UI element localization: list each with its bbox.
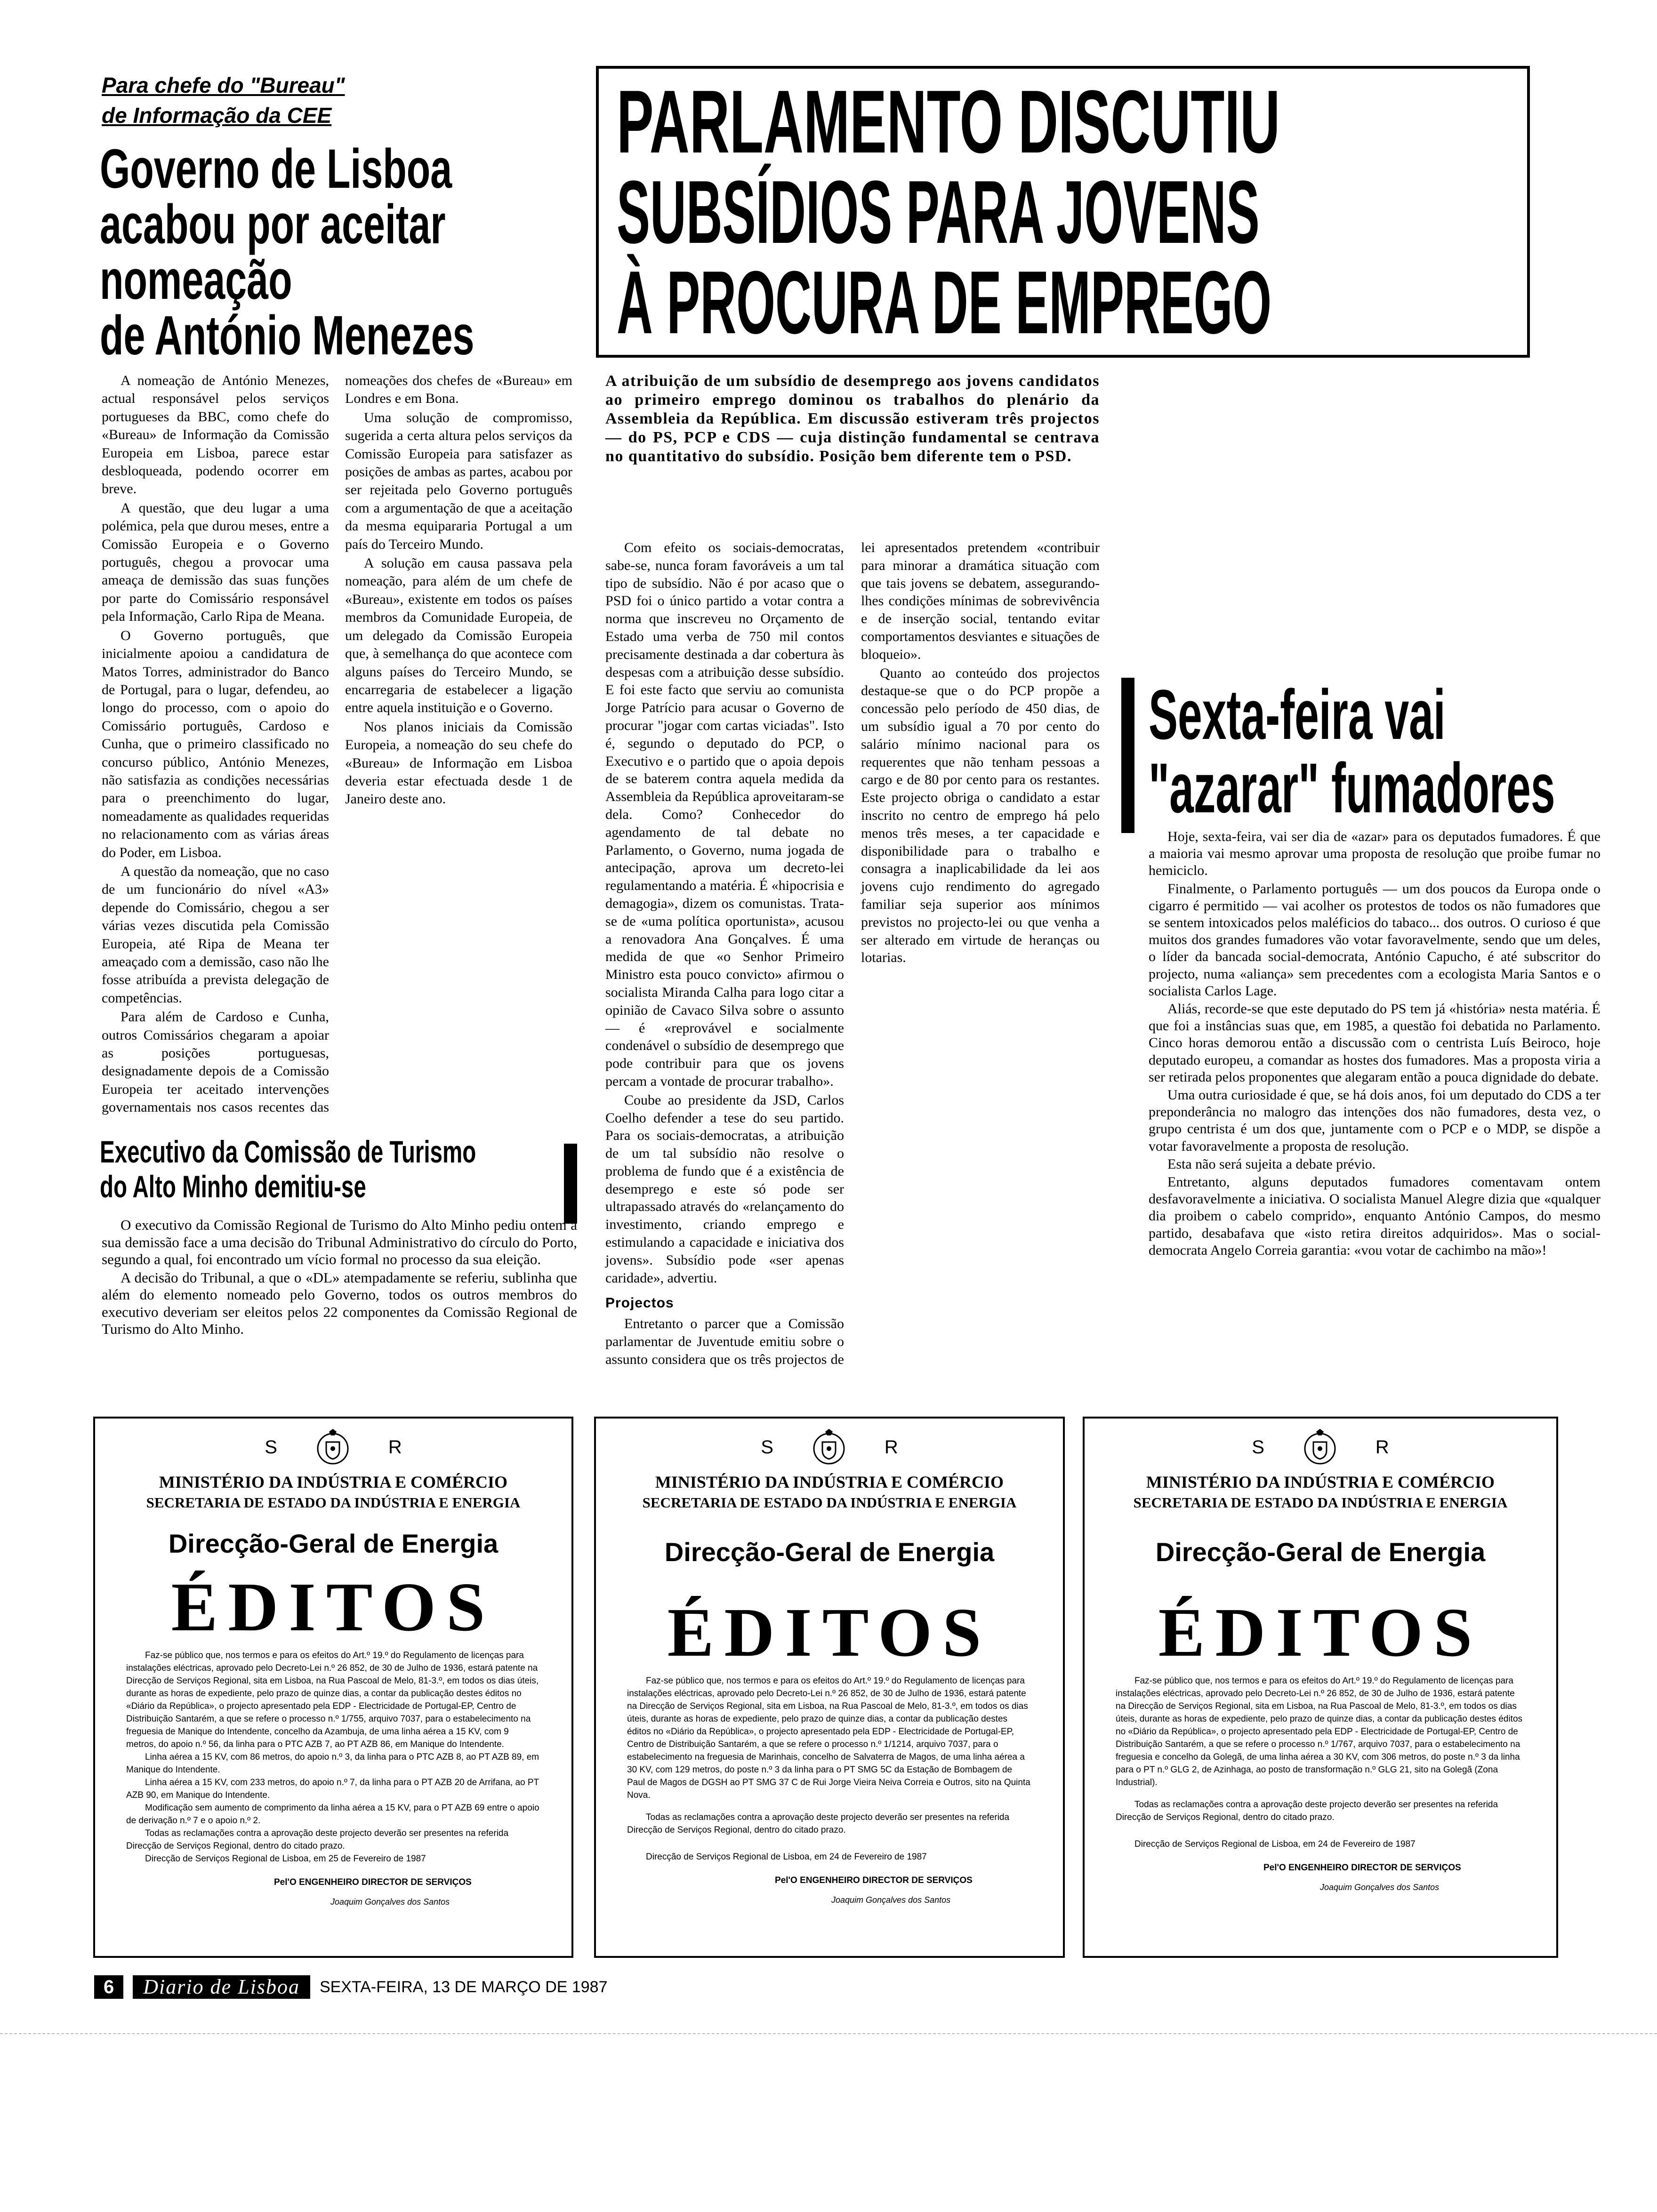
- turismo-side-bar: [564, 1144, 577, 1224]
- fumadores-paragraph: Finalmente, o Parlamento português — um dos poucos da Europa onde o cigarro é permitido — vai acolher os protestos de todos os não fumadores que se sentem intoxicados pelos maléficios do tabaco... dos outros. O curioso é que muitos dos grandes fumadores vão votar favoravelmente, sendo que um deles, o líder da bancada social-democrata, António Capucho, é até subscritor do projecto, numa «aliança» sem precedentes com a ecologista Maria Santos e o socialista Carlos Lage.: [1149, 881, 1601, 999]
- ad-secretaria: SECRETARIA DE ESTADO DA INDÚSTRIA E ENERGIA: [1133, 1494, 1508, 1511]
- ad-line: Direcção de Serviços Regional de Lisboa, em 24 de Fevereiro de 1987: [646, 1852, 927, 1862]
- fumadores-headline-line-2: "azarar" fumadores: [1149, 748, 1555, 827]
- ad-signature: Pel'O ENGENHEIRO DIRECTOR DE SERVIÇOS: [775, 1875, 973, 1885]
- ad-text: [1085, 1675, 1556, 1851]
- ad-line: Modificação sem aumento de comprimento da linha aérea a 15 KV, para o PT AZB 69 entre o apoio de derivação n.º 7 e o apoio n.º 2.: [126, 1803, 539, 1826]
- ad-signatory: Joaquim Gonçalves dos Santos: [1320, 1883, 1440, 1892]
- ad-ministry: MINISTÉRIO DA INDÚSTRIA E COMÉRCIO: [1146, 1473, 1495, 1491]
- ad-line: Todas as reclamações contra a aprovação deste projecto deverão ser presentes na referida Direcção de Serviços Regional, dentro do citado prazo.: [1116, 1800, 1498, 1822]
- coat-of-arms-icon: [310, 1428, 355, 1467]
- main-article-columns: [605, 539, 1100, 1386]
- ad-line: Todas as reclamações contra a aprovação deste projecto deverão ser presentes na referida Direcção de Serviços Regional, dentro do citado prazo.: [126, 1828, 509, 1851]
- turismo-headline-line-1: Executivo da Comissão de Turismo: [100, 1134, 476, 1169]
- ad-signature: Pel'O ENGENHEIRO DIRECTOR DE SERVIÇOS: [1263, 1863, 1461, 1873]
- issue-date: SEXTA-FEIRA, 13 DE MARÇO DE 1987: [319, 1978, 608, 1996]
- fumadores-side-bar: [1121, 678, 1134, 833]
- ad-line: Linha aérea a 15 KV, com 86 metros, do apoio n.º 3, da linha para o PTC AZB 8, ao PT AZB 89, em Manique do Intendente.: [126, 1752, 539, 1775]
- fumadores-paragraph: Aliás, recorde-se que este deputado do PS tem já «história» nesta matéria. É que foi a instâncias suas que, em 1985, a questão foi debatida no Parlamento. Cinco horas demorou então a discussão com o centrista Luís Beiroco, hoje deputado europeu, a comandar as hostes dos fumadores. Mas a proposta viria a ser retirada pelos proponentes que alegaram então a pouca dignidade do debate.: [1149, 1001, 1601, 1085]
- main-lead: A atribuição de um subsídio de desemprego aos jovens candidatos ao primeiro emprego dominou os trabalhos do plenário da Assembleia da República. Em discussão estiveram três projectos — do PS, PCP e CDS — cuja distinção fundamental se centrava no quantitativo do subsídio. Posição bem diferente tem o PSD.: [605, 372, 1100, 465]
- main-headline-line-1: PARLAMENTO DISCUTIU: [617, 72, 1280, 172]
- turismo-headline: [100, 1134, 571, 1204]
- ad-emblem-row: [596, 1428, 1063, 1467]
- ad-signatory: Joaquim Gonçalves dos Santos: [831, 1895, 951, 1905]
- ad-signature: Pel'O ENGENHEIRO DIRECTOR DE SERVIÇOS: [274, 1877, 472, 1887]
- ad-s-letter: S: [1252, 1436, 1264, 1458]
- ad-ministry: MINISTÉRIO DA INDÚSTRIA E COMÉRCIO: [655, 1473, 1004, 1491]
- main-paragraph: Quanto ao conteúdo dos projectos destaque-se que o do PCP propõe a concessão pelo período de 450 dias, de um subsídio igual a 70 por cento do salário mínimo nacional para os requerentes que não tenham pessoas a cargo e de 80 por cento para os restantes. Este projecto obriga o candidato a estar inscrito no centro de emprego há pelo menos três meses, a ter capacidade e disponibilidade para o trabalho e consagra a inaplicabilidade da lei aos jovens cujo rendimento do agregado familiar seja superior aos mínimos previstos no projecto-lei ou que venha a ser alterado em virtude de heranças ou lotarias.: [861, 665, 1100, 966]
- left-paragraph: A questão, que deu lugar a uma polémica, pela que durou meses, entre a Comissão Europeia e o Governo português, chegou a provocar uma ameaça de demissão das suas funções por parte do Comissário responsável pela Informação, Carlo Ripa de Meana.: [102, 500, 329, 625]
- main-headline-box: [596, 66, 1530, 358]
- coat-of-arms-icon: [1297, 1428, 1343, 1467]
- ad-text: [95, 1649, 571, 1865]
- left-paragraph: A solução em causa passava pela nomeação, para além de um chefe de «Bureau», existente em todos os países membros da Comunidade Europeia, de um delegado da Comissão Europeia que, à semelhança do que acontece com alguns países do Terceiro Mundo, se encarregaria de estabelecer a ligação entre aquela instituição e o Governo.: [345, 555, 572, 716]
- left-kicker-1: Para chefe do "Bureau": [102, 73, 345, 97]
- ad-emblem-row: [95, 1428, 571, 1467]
- main-paragraph: Com efeito os sociais-democratas, sabe-se, nunca foram favoráveis a um tal tipo de subsídio. Não é por acaso que o PSD foi o único partido a votar contra a norma que inscreveu no Orçamento de Estado uma verba de 750 mil contos precisamente destinada a dar cobertura às despesas com a atribuição desse subsídio. E foi este facto que serviu ao comunista Jorge Patrício para acusar o Governo de procurar "jogar com cartas viciadas". Isto é, segundo o deputado do PCP, o Executivo e o partido que o apoia depois de se baterem contra aquela medida da Assembleia da República aproveitaram-se dela. Como? Conhecedor do agendamento de tal debate no Parlamento, o Governo, numa jogada de antecipação, aprova um decreto-lei regulamentando a matéria. É «hipocrisia e demagogia», dizem os comunistas. Trata-se de «uma política oportunista», acusou a renovadora Ana Gonçalves. É uma medida de que «o Senhor Primeiro Ministro esta pouco convicto» afirmou o socialista Miranda Calha para logo citar a opinião de Cavaco Silva sobre o assunto — é «reprovável e socialmente condenável o subsídio de desemprego que pode contribuir para que os jovens percam a vontade de procurar trabalho».: [605, 540, 844, 1089]
- main-headline-line-2: SUBSÍDIOS PARA JOVENS: [617, 162, 1260, 262]
- main-paragraph: Coube ao presidente da JSD, Carlos Coelho defender a tese do seu partido. Para os sociais-democratas, a atribuição de um tal subsídio não resolve o problema de fundo que é a existência de desemprego e este só pode ser ultrapassado através do «relançamento do investimento, criando emprego e estimulando a capacidade e iniciativa dos jovens». Subsídio pode «ser apenas caridade», advertiu.: [605, 1092, 844, 1286]
- left-headline-line-3: nomeação: [100, 249, 292, 311]
- left-paragraph: A nomeação de António Menezes, actual responsável pelos serviços portugueses da BBC, como chefe do «Bureau» de Informação da Comissão Europeia em Lisboa, parece estar desbloqueada, podendo ocorrer em breve.: [102, 373, 329, 497]
- ad-line: Linha aérea a 15 KV, com 233 metros, do apoio n.º 7, da linha para o PT AZB 20 de Arrifana, ao PT AZB 90, em Manique do Intendente.: [126, 1778, 539, 1800]
- left-paragraph: O Governo português, que inicialmente apoiou a candidatura de Matos Torres, administrador do Banco de Portugal, para o lugar, defendeu, ao longo do processo, com o apoio do Comissário português, Cardoso e Cunha, que o primeiro classificado no concurso público, António Menezes, não satisfazia as condições necessárias para o preenchimento do lugar, nomeadamente as qualidades requeridas no relacionamento com as várias áreas do Poder, em Lisboa.: [102, 627, 329, 860]
- left-kicker-2: de Informação da CEE: [102, 103, 332, 128]
- edital-ad-1: [93, 1417, 573, 1958]
- ad-r-letter: R: [388, 1436, 402, 1458]
- turismo-paragraph: O executivo da Comissão Regional de Turismo do Alto Minho pediu ontem a sua demissão face a uma decisão do Tribunal Administrativo do círculo do Porto, segundo a qual, foi encontrado um vício formal no processo da sua eleição.: [102, 1217, 577, 1267]
- edital-ad-3: [1083, 1417, 1558, 1958]
- coat-of-arms-icon: [806, 1428, 852, 1467]
- ad-ministry: MINISTÉRIO DA INDÚSTRIA E COMÉRCIO: [159, 1473, 508, 1491]
- ad-direccao: Direcção-Geral de Energia: [664, 1537, 995, 1567]
- left-headline-line-4: de António Menezes: [100, 305, 475, 367]
- ad-s-letter: S: [265, 1436, 277, 1458]
- ad-emblem-row: [1085, 1428, 1556, 1467]
- fumadores-headline: [1149, 675, 1601, 827]
- fumadores-paragraph: Esta não será sujeita a debate prévio.: [1167, 1156, 1376, 1172]
- turismo-headline-line-2: do Alto Minho demitiu-se: [100, 1169, 366, 1204]
- masthead-logo: Diario de Lisboa: [133, 1975, 310, 1999]
- ad-line: Faz-se público que, nos termos e para os efeitos do Art.º 19.º do Regulamento de licenças para instalações eléctricas, aprovado pelo Decreto-Lei n.º 26 852, de 30 de Julho de 1936, estará patente na Direcção de Serviços Regional, sita em Lisboa, na Rua Pascoal de Melo, 81-3.º, em todos os dias úteis, durante as horas de expediente, pelo prazo de quinze dias, a contar da publicação destes éditos no «Diário da República», o projecto apresentado pela EDP - Electricidade de Portugal-EP, Centro de Distribuição Santarém, a que se refere o processo n.º 1/767, arquivo 7037, para o estabelecimento na freguesia e concelho da Golegã, de uma linha aérea a 30 KV, com 306 metros, do poste n.º 3 da linha para o PT n.º GLG 2, de Azinhaga, ao posto de transformação n.º GLG 21, sito na Golegã (Zona Industrial).: [1116, 1676, 1523, 1787]
- ad-direccao: Direcção-Geral de Energia: [1155, 1537, 1486, 1567]
- ad-signatory: Joaquim Gonçalves dos Santos: [330, 1897, 450, 1907]
- main-headline-line-3: À PROCURA DE EMPREGO: [617, 253, 1272, 353]
- ad-editos: ÉDITOS: [171, 1569, 496, 1646]
- left-paragraph: A questão da nomeação, que no caso de um funcionário do nível «A3» depende do Comissário, chegou a ser várias vezes discutida pela Comissão Europeia, até Ripa de Meana ter ameaçado com a demissão, caso não lhe fosse atribuída a prevista delegação de competências.: [102, 863, 329, 1006]
- left-article-body: [102, 372, 572, 1120]
- ad-direccao: Direcção-Geral de Energia: [168, 1529, 499, 1558]
- fumadores-paragraph: Hoje, sexta-feira, vai ser dia de «azar» para os deputados fumadores. É que a maioria vai mesmo aprovar uma proposta de resolução que proibe fumar no hemiciclo.: [1149, 829, 1601, 879]
- ad-line: Direcção de Serviços Regional de Lisboa, em 24 de Fevereiro de 1987: [1134, 1839, 1416, 1849]
- ad-r-letter: R: [1375, 1436, 1389, 1458]
- fumadores-paragraph: Entretanto, alguns deputados fumadores comentavam ontem desfavoravelmente a iniciativa. O socialista Manuel Alegre dizia que «qualquer dia proibem o cabelo comprido», enquanto António Campos, do mesmo partido, desabafava que «isto retira direitos adquiridos». Mas o social-democrata Angelo Correia garantia: «vou votar de cachimbo na mão»!: [1149, 1174, 1601, 1258]
- left-paragraph: Para além de Cardoso e Cunha, outros Comissários chegaram a apoiar as posições portuguesas, designadamente depois de a Comissão Europeia ter aceitado intervenções governamentais nos casos recentes das nomeações dos chefes de «Bureau» em Londres e em Bona.: [102, 373, 572, 1115]
- left-paragraph: Nos planos iniciais da Comissão Europeia, a nomeação do seu chefe do «Bureau» de Informação em Lisboa deveria estar efectuada desde 1 de Janeiro deste ano.: [345, 719, 572, 807]
- footer-rule: [0, 2033, 1657, 2034]
- main-article-body: [1115, 372, 1600, 668]
- ad-line: Faz-se público que, nos termos e para os efeitos do Art.º 19.º do Regulamento de licenças para instalações eléctricas, aprovado pelo Decreto-Lei n.º 26 852, de 30 de Julho de 1936, estará patente na Direcção de Serviços Regional, sita em Lisboa, na Rua Pascoal de Melo, 81-3.º, em todos os dias úteis, durante as horas de expediente, pelo prazo de quinze dias, a contar da publicação destes éditos no «Diário da República», o projecto apresentado pela EDP - Electricidade de Portugal-EP, Centro de Distribuição Santarém, a que se refere o processo n.º 1/755, arquivo 7037, para o estabelecimento na freguesia de Manique do Intendente, concelho da Azambuja, de uma linha aérea a 15 KV, com 9 metros, do apoio n.º 56, da linha para o PTC AZB 7, ao PT AZB 86, em Manique do Intendente.: [126, 1651, 539, 1749]
- ad-r-letter: R: [884, 1436, 898, 1458]
- ad-editos: ÉDITOS: [1158, 1594, 1483, 1671]
- ad-secretaria: SECRETARIA DE ESTADO DA INDÚSTRIA E ENERGIA: [642, 1494, 1017, 1511]
- turismo-paragraph: A decisão do Tribunal, a que o «DL» atempadamente se referiu, sublinha que além do elemento nomeado pelo Governo, todos os outros membros do executivo deveriam ser eleitos pelos 22 componentes da Comissão Regional de Turismo do Alto Minho.: [102, 1269, 577, 1337]
- fumadores-article-body: [1149, 828, 1601, 1260]
- ad-s-letter: S: [761, 1436, 773, 1458]
- left-paragraph: Uma solução de compromisso, sugerida a certa altura pelos serviços da Comissão Europeia para satisfazer as posições de ambas as partes, acabou por ser rejeitada pelo Governo português com a argumentação de que a aceitação da mesma equipararia Portugal a um país do Terceiro Mundo.: [345, 409, 572, 552]
- ad-secretaria: SECRETARIA DE ESTADO DA INDÚSTRIA E ENERGIA: [146, 1494, 521, 1511]
- edital-ad-2: [594, 1417, 1065, 1958]
- ad-line: Faz-se público que, nos termos e para os efeitos do Art.º 19.º do Regulamento de licenças para instalações eléctricas, aprovado pelo Decreto-Lei n.º 26 852, de 30 de Julho de 1936, estará patente na Direcção de Serviços Regional, sita em Lisboa, na Rua Pascoal de Melo, 81-3.º, em todos os dias úteis, durante as horas de expediente, pelo prazo de quinze dias, a contar da publicação destes éditos no «Diário da República», o projecto apresentado pela EDP - Electricidade de Portugal-EP, Centro de Distribuição Santarém, a que se refere o processo n.º 1/1214, arquivo 7037, para o estabelecimento na freguesia de Marinhais, concelho de Salvaterra de Magos, de uma linha aérea a 30 KV, com 129 metros, do poste n.º 3 da linha para o PT SMG 5C da Estação de Bombagem de Paul de Magos de DGSH ao PT SMG 37 C de Rui Jorge Vieira Neiva Correia e Outros, sito na Quinta Nova.: [627, 1676, 1030, 1800]
- ad-line: Todas as reclamações contra a aprovação deste projecto deverão ser presentes na referida Direcção de Serviços Regional, dentro do citado prazo.: [627, 1812, 1010, 1835]
- turismo-article-body: [102, 1217, 577, 1339]
- fumadores-headline-line-1: Sexta-feira vai: [1149, 675, 1446, 754]
- ad-text: [596, 1675, 1063, 1863]
- left-headline: [100, 138, 571, 367]
- ad-line: Direcção de Serviços Regional de Lisboa, em 25 de Fevereiro de 1987: [145, 1854, 426, 1864]
- page-number: 6: [94, 1975, 123, 1999]
- left-headline-line-1: Governo de Lisboa: [100, 138, 452, 200]
- page-footer: [94, 1975, 753, 1999]
- main-paragraph: Entretanto o parcer que a Comissão parlamentar de Juventude emitiu sobre o assunto considera que os três projectos de lei apresentados pretendem «contribuir para minorar a dramática situação com que tais jovens se debatem, assegurando-lhes condições mínimas de sobrevivência e de inserção social, tentando evitar comportamentos desviantes e situações de bloqueio».: [605, 540, 1100, 1367]
- left-headline-line-2: acabou por aceitar: [100, 193, 446, 256]
- fumadores-paragraph: Uma outra curiosidade é que, se há dois anos, foi um deputado do CDS a ter preponderância no malogro das intenções dos não fumadores, desta vez, o grupo centrista é um dos que, juntamente com o PCP e o MDP, se dispõe a votar favoravelmente a proposta de resolução.: [1149, 1087, 1601, 1154]
- ad-editos: ÉDITOS: [667, 1594, 992, 1671]
- main-subhead: Projectos: [605, 1295, 674, 1311]
